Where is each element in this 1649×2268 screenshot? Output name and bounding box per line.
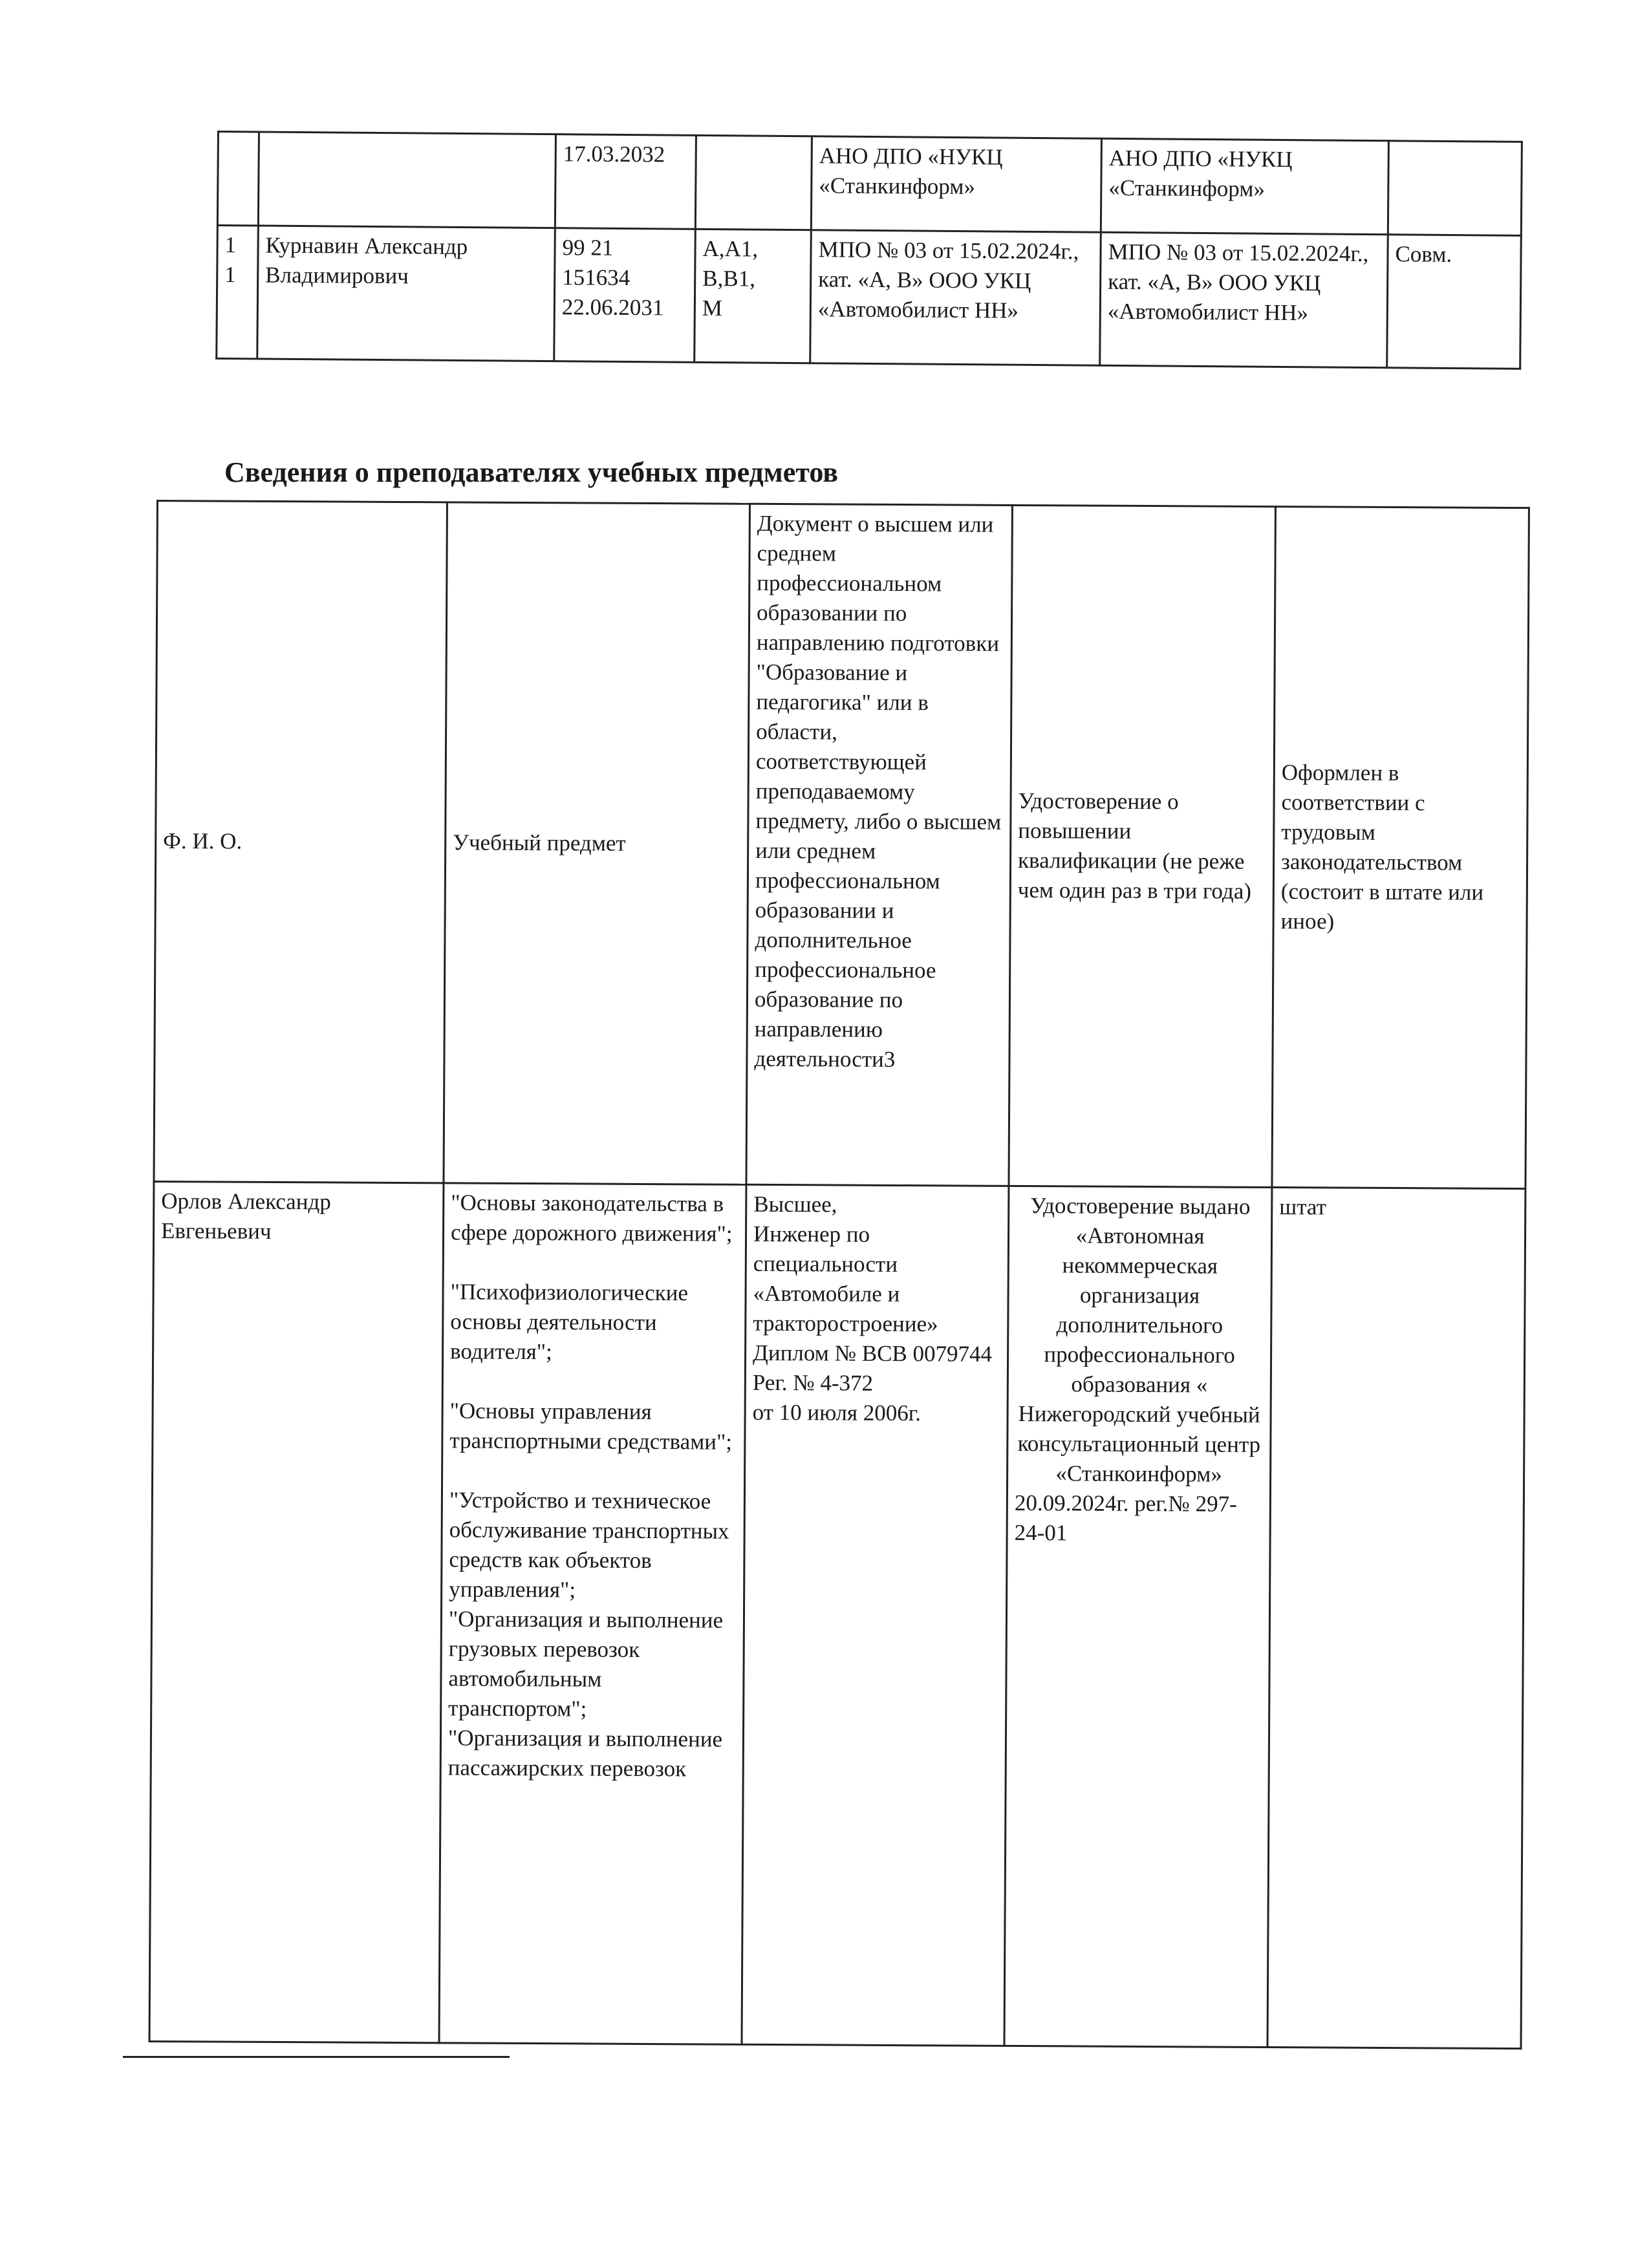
employment: штат — [1267, 1188, 1525, 2049]
header-employment: Оформлен в соответствии с трудовым законодательством (состоит в штате или иное) — [1272, 507, 1529, 1189]
subjects: "Основы законодательства в сфере дорожного движения"; "Психофизиологические основы деятельности водителя"; "Основы управления транспортными средствами"; "Устройство и техническое обслуживание транспортных средств как объектов управления"; "Организация и выполнение грузовых перевозок автомобильным транспортом"; "Организация и выполнение пассажирских перевозок — [439, 1183, 746, 2044]
full-name — [258, 132, 555, 228]
certificate-issuer: Удостоверение выдано «Автономная некоммерческая организация дополнительного профессионального образования « Нижегородский учебный консультационный центр «Станкоинформ» — [1017, 1193, 1261, 1487]
license-data: 17.03.2032 — [555, 134, 696, 230]
teachers-table — [149, 500, 1530, 2049]
categories: А,А1, В,В1, М — [695, 229, 812, 363]
table-row — [217, 132, 1522, 236]
row-number — [217, 132, 259, 226]
categories — [695, 135, 812, 230]
row-number: 1 1 — [217, 226, 259, 359]
qualification-doc: МПО № 03 от 15.02.2024г., кат. «А, В» ООО УКЦ «Автомобилист НН» — [1100, 232, 1388, 367]
instructors-table-continuation — [215, 131, 1523, 370]
license-data: 99 21 151634 22.06.2031 — [554, 228, 696, 363]
employment — [1388, 141, 1522, 236]
employment: Совм. — [1387, 235, 1522, 369]
header-subject: Учебный предмет — [444, 502, 750, 1184]
full-name: Орлов Александр Евгеньевич — [149, 1181, 444, 2042]
header-certificate: Удостоверение о повышении квалификации (не реже чем один раз в три года) — [1009, 505, 1276, 1187]
header-fio: Ф. И. О. — [154, 501, 447, 1183]
table-row — [149, 1181, 1525, 2048]
certificate-reg: 20.09.2024г. рег.№ 297-24-01 — [1014, 1490, 1237, 1546]
qualification-doc: АНО ДПО «НУКЦ «Станкинформ» — [1101, 138, 1388, 234]
table-row — [217, 226, 1522, 369]
certificate-cell — [1004, 1186, 1272, 2047]
training-doc: МПО № 03 от 15.02.2024г., кат. «А, В» ООО УКЦ «Автомобилист НН» — [810, 230, 1101, 366]
section-title: Сведения о преподавателях учебных предметов — [224, 456, 839, 488]
training-doc: АНО ДПО «НУКЦ «Станкинформ» — [811, 136, 1101, 233]
education: Высшее, Инженер по специальности «Автомобиле и тракторостроение» Диплом № ВСВ 0079744 Рег. № 4-372 от 10 июля 2006г. — [742, 1184, 1009, 2046]
footnote-divider — [123, 2056, 510, 2058]
header-education: Документ о высшем или среднем профессиональном образовании по направлению подготовки "Образование и педагогика" или в области, соответствующей преподаваемому предмету, либо о высшем или среднем профессиональном образовании и дополнительное профессиональное образование по направлению деятельности3 — [746, 504, 1013, 1186]
full-name: Курнавин Александр Владимирович — [257, 226, 555, 361]
header-row — [154, 501, 1529, 1189]
